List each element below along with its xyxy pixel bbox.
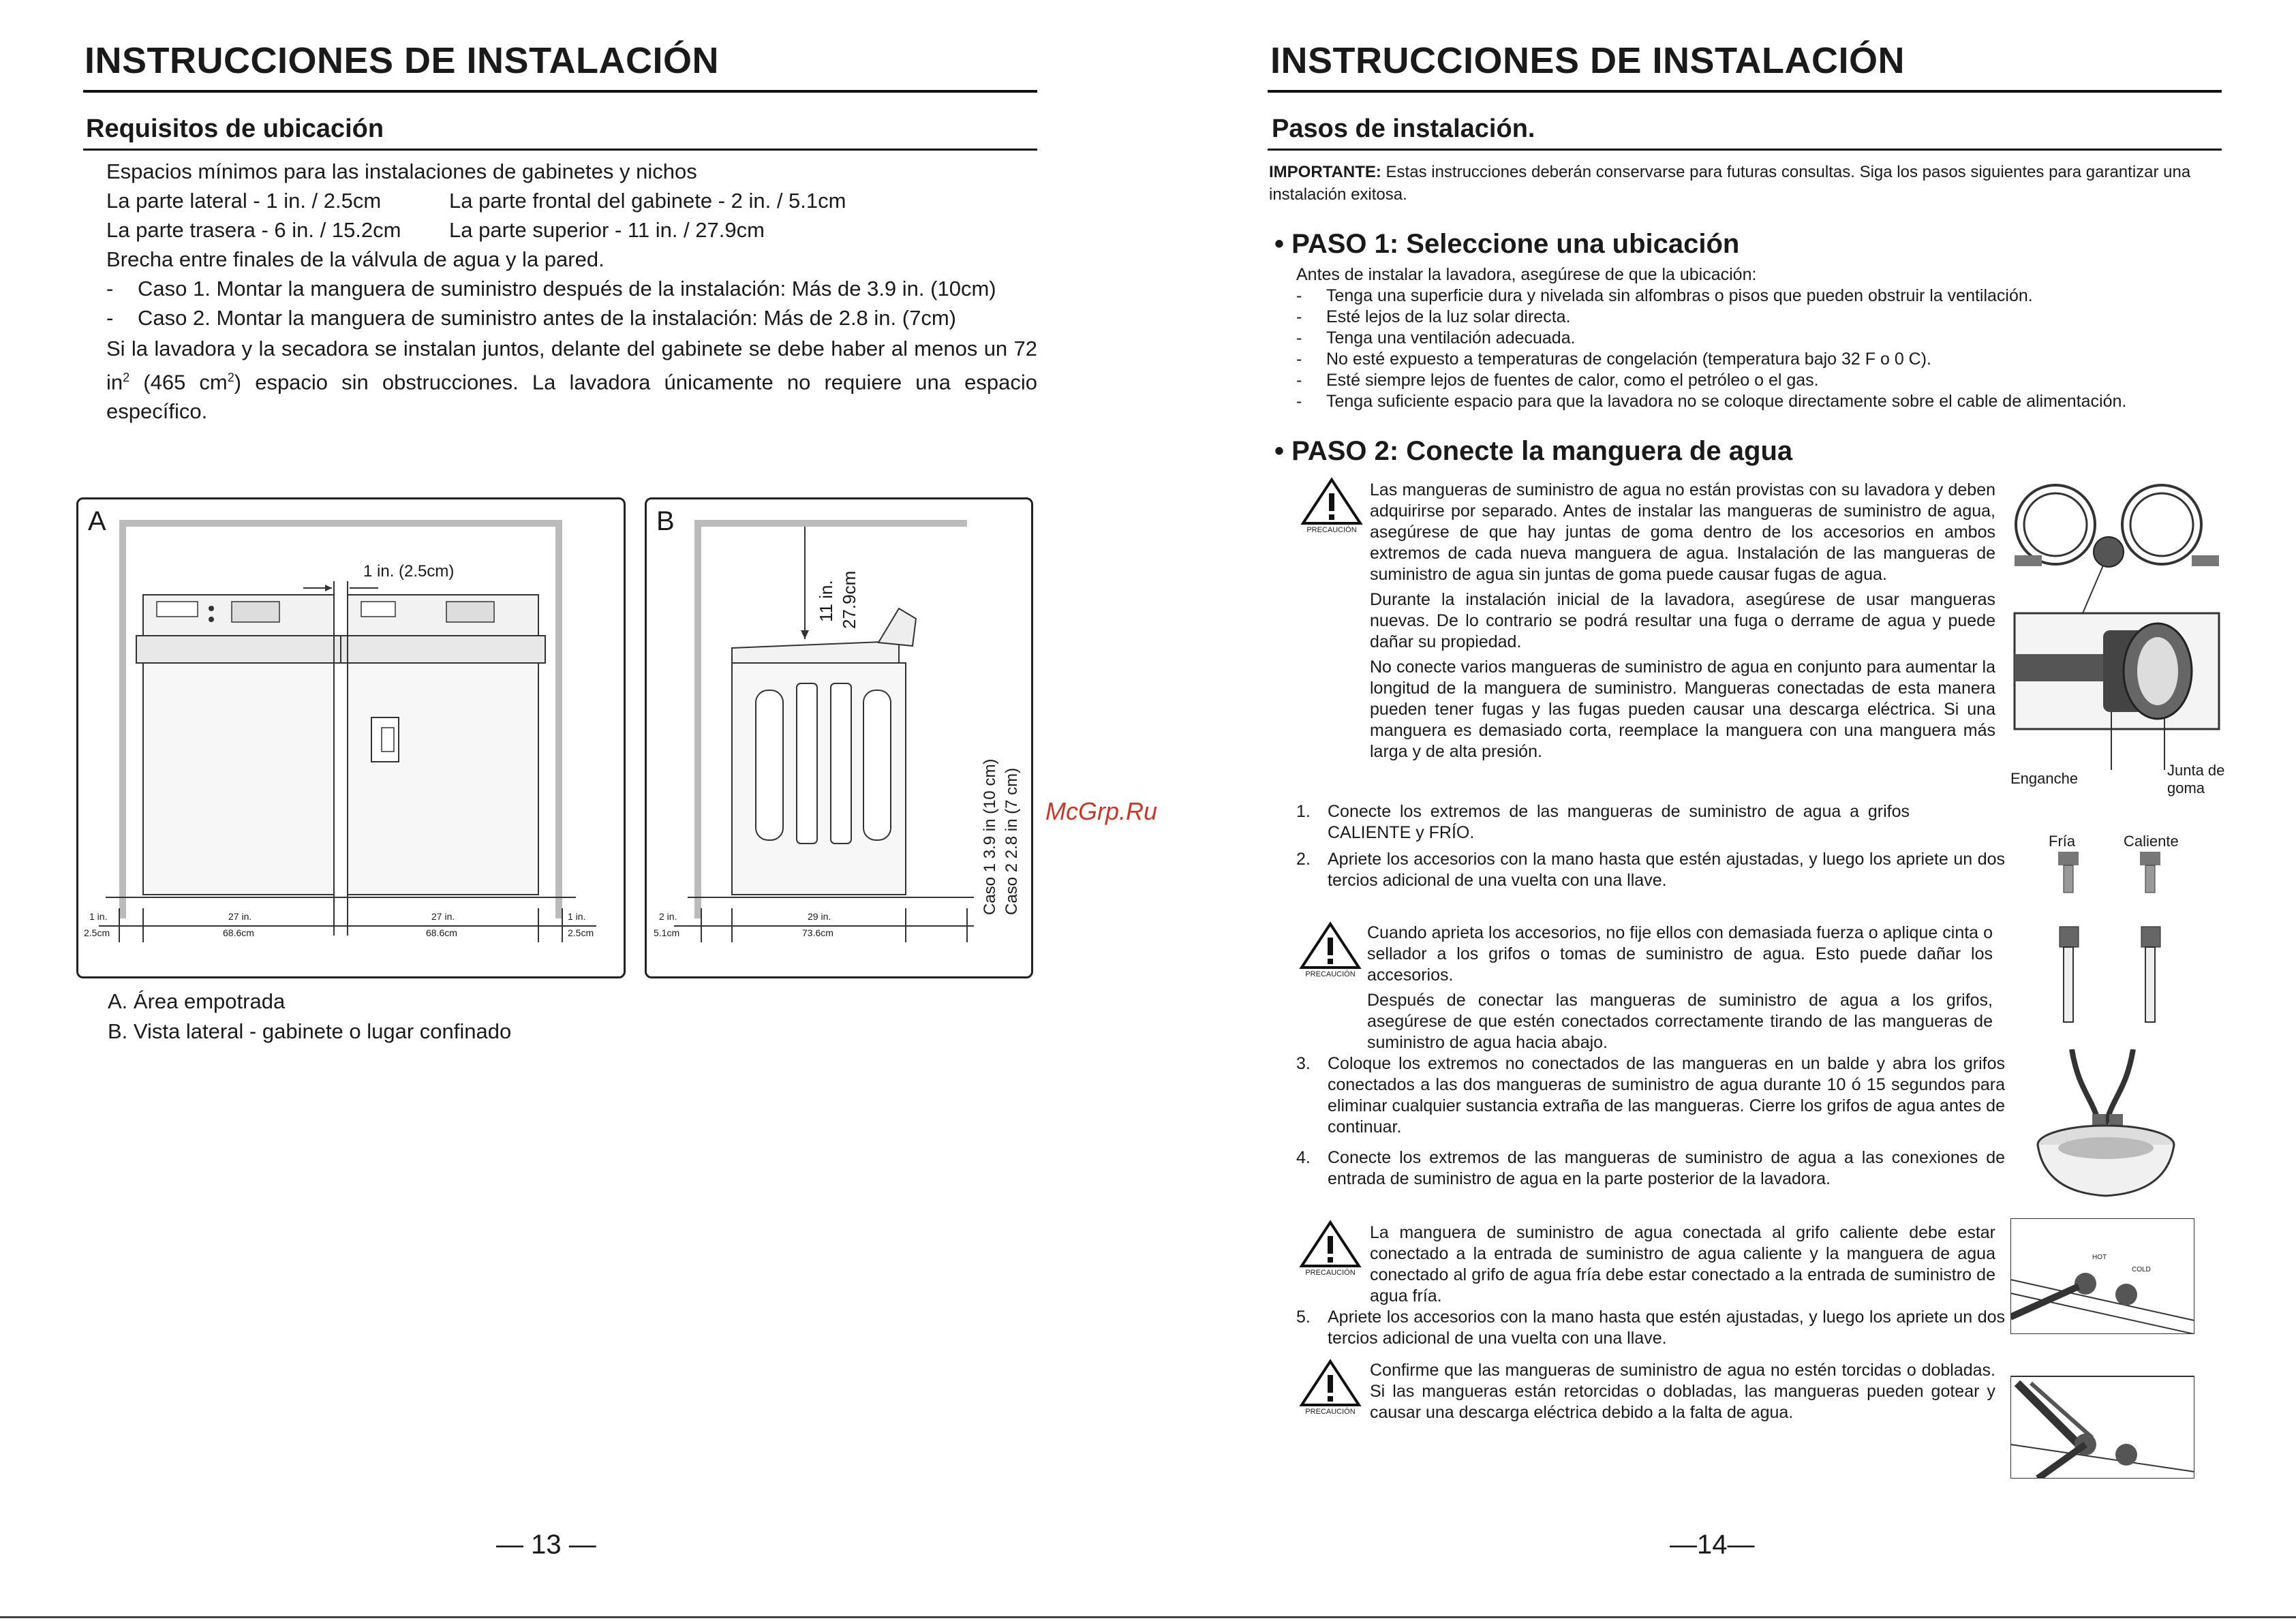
side-gap-label: 1 in. (2.5cm) xyxy=(363,562,455,581)
case-1-gap-label: Caso 1 3.9 in (10 cm) xyxy=(981,758,999,915)
section-divider xyxy=(1268,149,2222,151)
dim-label: 68.6cm xyxy=(426,927,457,938)
section-title: Pasos de instalación. xyxy=(1272,114,1535,143)
page-number: —14— xyxy=(1670,1530,1755,1560)
caution-2-text: Cuando aprieta los accesorios, no fije ellos con demasiada fuerza o aplique cinta o sellador a los grifos o tomas de suministro de agua. Esto puede dañar los accesorios. Después de conectar las mangueras de suministro de agua a los grifos, asegúrese de que estén conectados correctamente tirando de las mangueras de suministro de agua hacia abajo. xyxy=(1367,923,1993,1052)
inlet-cold-label: COLD xyxy=(2132,1266,2151,1273)
clearance-paragraph: Si la lavadora y la secadora se instalan juntos, delante del gabinete se debe haber al menos un 72 $in^2$ (465 $cm^2$) espacio sin obstrucciones. La lavadora únicamente no requiere una espacio específico. xyxy=(106,337,1037,424)
watermark: McGrp.Ru xyxy=(1045,797,1158,825)
dim-label: 29 in. xyxy=(808,911,831,922)
wrench-tightening-figure xyxy=(2010,1370,2194,1479)
step-1-list xyxy=(1296,264,2223,412)
figure-b-side-view xyxy=(645,497,1033,978)
caution-icon: PRECAUCIÓN xyxy=(1298,477,1366,542)
dim-label: 1 in. xyxy=(568,911,586,922)
figure-letter: A xyxy=(88,506,106,536)
dim-label: 73.6cm xyxy=(802,927,833,938)
caution-1-text: Las mangueras de suministro de agua no están provistas con su lavadora y deben adquirirse por separado. Antes de instalar las mangueras de suministro de agua, asegúrese de que hay juntas de goma dentro de los accesorios en ambos extremos de cada nueva manguera de agua. Instalación de las mangueras de suministro de agua sin juntas de goma puede causar fugas de agua. Durante la instalación inicial de la lavadora, asegúrese de usar mangueras nuevas. De lo contrario se podrá resultar una fuga o derrame de agua y puede dañar su propiedad. No conecte varios mangueras de suministro de agua en conjunto para aumentar la longitud de la manguera de suministro. Mangueras conectadas de esta manera pueden tener fugas y las fugas pueden causar una descarga eléctrica. Si una manguera es demasiado corta, reemplace la manguera con una manguera más larga y de alta presión. xyxy=(1370,480,1995,761)
step-1-intro: Antes de instalar la lavadora, asegúrese de que la ubicación: xyxy=(1296,265,1757,284)
top-clearance-in: 11 in. xyxy=(816,580,836,622)
hot-label: Caliente xyxy=(2124,833,2179,850)
dim-label: 2 in. xyxy=(659,911,677,922)
hook-label: Enganche xyxy=(2010,770,2079,787)
bucket-flush-figure xyxy=(2031,1049,2181,1199)
case-2-text: Caso 2. Montar la manguera de suministro antes de la instalación: Más de 2.8 in. (7cm) xyxy=(138,306,956,330)
top-clearance-cm: 27.9cm xyxy=(839,570,859,629)
list-item: 4. Conecte los extremos de las mangueras de suministro de agua a las conexiones de entrada de suministro de agua en la parte posterior de la lavadora. xyxy=(1296,1148,2005,1188)
requirement-row xyxy=(106,215,1037,245)
case-item: - Caso 2. Montar la manguera de suministro antes de la instalación: Más de 2.8 in. (7cm) xyxy=(106,303,1037,333)
location-requirements xyxy=(106,157,1037,426)
step-2-heading: • PASO 2: Conecte la manguera de agua xyxy=(1274,436,1793,466)
figure-letter: B xyxy=(656,506,675,536)
caution-icon: PRECAUCIÓN xyxy=(1296,1359,1364,1424)
valve-gap-text: Brecha entre finales de la válvula de agua y la pared. xyxy=(106,247,604,271)
inlet-connection-figure xyxy=(2010,1218,2194,1334)
dim-label: 5.1cm xyxy=(654,927,680,938)
list-item: 3. Coloque los extremos no conectados de las mangueras en un balde y abra los grifos conectados a las dos mangueras de suministro de agua durante 10 ó 15 segundos para eliminar cualquier sustancia extraña de las mangueras. Cierre los grifos de agua antes de continuar. xyxy=(1296,1054,2005,1137)
list-item: - Tenga suficiente espacio para que la lavadora no se coloque directamente sobre el cable de alimentación. xyxy=(1296,392,2127,411)
figure-a-drawing xyxy=(78,499,624,976)
step-1-heading: • PASO 1: Seleccione una ubicación xyxy=(1274,229,1740,259)
dim-label: 2.5cm xyxy=(568,927,594,938)
page-title: INSTRUCCIONES DE INSTALACIÓN xyxy=(85,40,720,81)
list-item: 5. Apriete los accesorios con la mano hasta que estén ajustadas, y luego los apriete un dos tercios adicional de una vuelta con una llave. xyxy=(1296,1308,2005,1348)
caption-b: B. Vista lateral - gabinete o lugar confinado xyxy=(108,1019,512,1043)
dim-label: 2.5cm xyxy=(84,927,110,938)
requirement-rear: La parte trasera - 6 in. / 15.2cm xyxy=(106,218,401,242)
requirement-top: La parte superior - 11 in. / 27.9cm xyxy=(449,218,765,242)
hose-gasket-figure xyxy=(2001,477,2233,797)
caution-3-text: La manguera de suministro de agua conectada al grifo caliente debe estar conectado a la entrada de suministro de agua caliente y la manguera de agua conectado al grifo de agua fría debe estar conectado a la entrada de suministro de agua fría. xyxy=(1370,1223,1995,1305)
caption-a: A. Área empotrada xyxy=(108,989,286,1013)
caution-4-text: Confirme que las mangueras de suministro de agua no estén torcidas o dobladas. Si las mangueras están retorcidas o dobladas, las mangueras pueden gotear y causar una descarga eléctrica debido a la falta de agua. xyxy=(1370,1361,1995,1422)
case-item: - Caso 1. Montar la manguera de suministro después de la instalación: Más de 3.9 in. (10cm) xyxy=(106,274,1037,303)
requirements-intro: Espacios mínimos para las instalaciones de gabinetes y nichos xyxy=(106,159,697,183)
page-title: INSTRUCCIONES DE INSTALACIÓN xyxy=(1270,40,1905,81)
cold-label: Fría xyxy=(2049,833,2076,850)
title-divider xyxy=(83,90,1037,93)
important-note xyxy=(1269,161,2223,206)
list-item: - Tenga una superficie dura y nivelada sin alfombras o pisos que pueden obstruir la ventilación. xyxy=(1296,286,2033,305)
inlet-hot-label: HOT xyxy=(2092,1254,2107,1261)
dim-label: 27 in. xyxy=(431,911,455,922)
list-item: - Esté lejos de la luz solar directa. xyxy=(1296,307,1571,326)
caution-icon: PRECAUCIÓN xyxy=(1296,1220,1364,1285)
figure-captions xyxy=(108,987,511,1047)
case-2-gap-label: Caso 2 2.8 in (7 cm) xyxy=(1002,767,1021,915)
dim-label: 68.6cm xyxy=(223,927,254,938)
title-divider xyxy=(1268,90,2222,93)
requirement-side: La parte lateral - 1 in. / 2.5cm xyxy=(106,189,382,213)
requirement-front: La parte frontal del gabinete - 2 in. / 5.1cm xyxy=(449,189,846,213)
list-item: - Tenga una ventilación adecuada. xyxy=(1296,328,1576,347)
bottom-border xyxy=(0,1616,2296,1618)
caution-icon: PRECAUCIÓN xyxy=(1296,921,1364,987)
faucet-figure xyxy=(2045,852,2194,1029)
list-item: 2. Apriete los accesorios con la mano hasta que estén ajustadas, y luego los apriete un dos tercios adicional de una vuelta con una llave. xyxy=(1296,850,2005,890)
important-text: Estas instrucciones deberán conservarse para futuras consultas. Siga los pasos siguientes para garantizar una instalación exitosa. xyxy=(1269,163,2191,204)
list-item: - Esté siempre lejos de fuentes de calor, como el petróleo o el gas. xyxy=(1296,371,1819,390)
section-divider xyxy=(83,149,1037,151)
list-item: 1. Conecte los extremos de las mangueras de suministro de agua a grifos CALIENTE y FRÍO. xyxy=(1296,802,1910,842)
page-number: — 13 — xyxy=(496,1530,596,1560)
dim-label: 27 in. xyxy=(228,911,252,922)
right-page xyxy=(1145,0,2296,1623)
gasket-label: Junta de goma xyxy=(2167,762,2225,797)
requirement-row xyxy=(106,186,1037,215)
case-1-text: Caso 1. Montar la manguera de suministro después de la instalación: Más de 3.9 in. (10cm) xyxy=(138,277,996,300)
important-label: IMPORTANTE: xyxy=(1269,163,1381,181)
dim-label: 1 in. xyxy=(89,911,108,922)
list-item: - No esté expuesto a temperaturas de congelación (temperatura bajo 32 F o 0 C). xyxy=(1296,350,1932,369)
figure-a-recessed-area xyxy=(76,497,626,978)
section-title: Requisitos de ubicación xyxy=(86,114,384,143)
